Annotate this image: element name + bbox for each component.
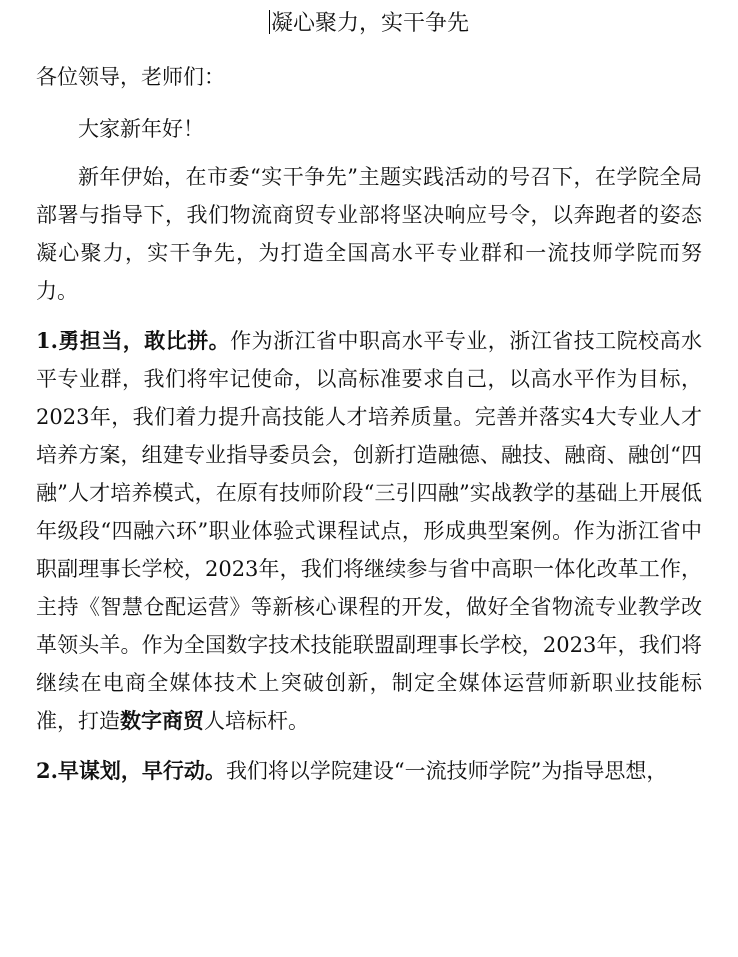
paragraph-2-heading: 2.早谋划，早行动。: [36, 758, 226, 783]
paragraph-2: [36, 752, 702, 790]
paragraph-1-heading: 1.勇担当，敢比拼。: [36, 328, 231, 353]
text-cursor: [269, 10, 270, 34]
document-title: [0, 6, 738, 42]
document-body: [36, 58, 702, 802]
salutation: 各位领导，老师们：: [36, 65, 225, 89]
paragraph-1: [36, 322, 702, 740]
paragraph-1-text-b: 人培标杆。: [204, 709, 309, 733]
title-text: 凝心聚力，实干争先: [270, 11, 469, 36]
paragraph-1-bold: 数字商贸: [120, 708, 204, 733]
intro-paragraph: 新年伊始，在市委“实干争先”主题实践活动的号召下，在学院全局部署与指导下，我们物流商贸专业部将坚决响应号令，以奔跑者的姿态凝心聚力，实干争先，为打造全国高水平专业群和一流技师学院而努力。: [36, 165, 702, 303]
paragraph-2-text: 我们将以学院建设“一流技师学院”为指导思想，: [225, 759, 668, 783]
paragraph-1-text-a: 作为浙江省中职高水平专业，浙江省技工院校高水平专业群，我们将牢记使命，以高标准要求自己，以高水平作为目标，2023年，我们着力提升高技能人才培养质量。完善并落实4大专业人才培养方案，组建专业指导委员会，创新打造融德、融技、融商、融创“四融”人才培养模式，在原有技师阶段“三引四融”实战教学的基础上开展低年级段“四融六环”职业体验式课程试点，形成典型案例。作为浙江省中职副理事长学校，2023年，我们将继续参与省中高职一体化改革工作，主持《智慧仓配运营》等新核心课程的开发，做好全省物流专业教学改革领头羊。作为全国数字技术技能联盟副理事长学校，2023年，我们将继续在电商全媒体技术上突破创新，制定全媒体运营师新职业技能标准，打造: [36, 329, 702, 733]
greeting: 大家新年好！: [78, 117, 204, 141]
